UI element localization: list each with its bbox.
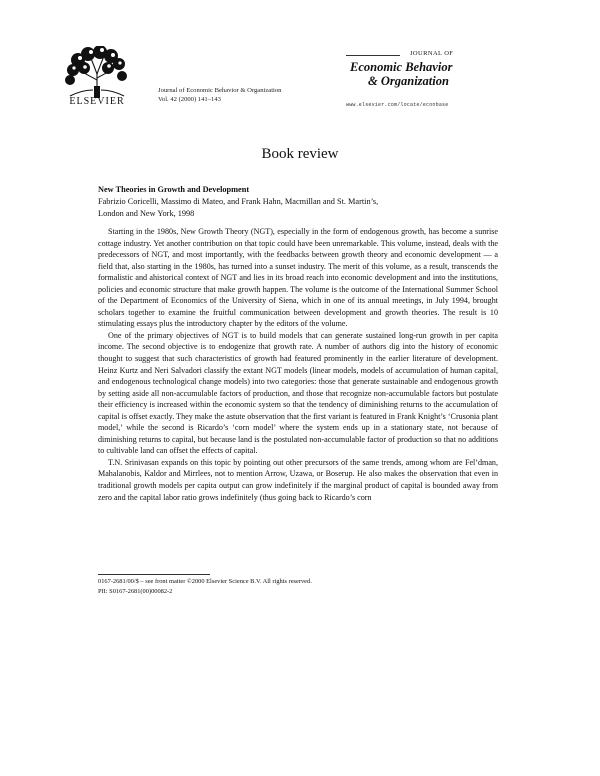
masthead-url: www.elsevier.com/locate/econbase xyxy=(346,102,449,108)
book-title: New Theories in Growth and Development xyxy=(98,185,250,194)
journal-name: Journal of Economic Behavior & Organization xyxy=(158,87,282,94)
book-authors-line-2: London and New York, 1998 xyxy=(98,209,195,218)
elsevier-wordmark: ELSEVIER xyxy=(69,96,125,107)
journal-citation xyxy=(158,86,348,104)
page-title: Book review xyxy=(261,146,339,162)
pii-line: PII: S0167-2681(00)00082-2 xyxy=(98,588,173,595)
copyright-line: 0167-2681/00/$ – see front matter ©2000 Elsevier Science B.V. All rights reserved. xyxy=(98,578,312,585)
masthead-rule xyxy=(346,55,400,56)
masthead-line-2: Economic Behavior xyxy=(350,60,453,74)
paragraph: One of the primary objectives of NGT is to build models that can generate sustained long-run growth in per capita income. The second objective is to endogenize that growth rate. A number of authors dig into the history of economic thought to suggest that such characteristics of growth had featured prominently in the earlier literature of development. Heinz Kurtz and Neri Salvadori classify the extant NGT models (linear models, models of accumulation of human capital, and endogenous technological change models) into two categories: those that generate sustainable and endogenous growth by setting aside all non-accumulable factors of production, and those that recognize non-accumulable factors but postulate their efficiency is increased within the economic system so that the tendency of diminishing returns to the accumulation of capital is offset exactly. They make the astute observation that the first variant is featured in Frank Knight’s ‘Crusonia plant model,’ while the second is Ricardo’s ‘corn model’ where the system ends up in a stationary state, not because of diminishing returns to capital, but because land is the postulated non-accumulable factor of production so that no additions to cultivable land can offset the effects of capital. xyxy=(98,330,498,456)
footer-rule xyxy=(98,574,210,575)
paragraph: Starting in the 1980s, New Growth Theory (NGT), especially in the form of endogenous growth, has become a sunrise cottage industry. Yet another contribution on that topic could have been unremarkable. This volume, instead, deals with the predecessors of NGT, and most importantly, with the feedbacks between growth theory and economic development — a field that, also starting in the 1980s, has turned into a sunset industry. The merit of this volume, as a result, transcends the formalistic and ahistorical context of NGT and lies in its broad reach into economic development and into the institutions, policies and economic structure that make growth happen. The volume is the outcome of the International Summer School of the Department of Economics of the University of Siena, which in one of its annual meetings, in July 1994, brought scholars together to examine the fruitful communication between development and growth theories. The result is 10 stimulating essays plus the introductory chapter by the editors of the volume. xyxy=(98,227,498,329)
footer xyxy=(98,577,498,597)
paragraph: T.N. Srinivasan expands on this topic by pointing out other precursors of the same trends, among whom are Fel’dman, Mahalanobis, Kaldor and Mirrlees, not to mention Arrow, Uzawa, or Boserup. He also makes the observation that even in traditional growth models per capita output can grow indefinitely if the marginal product of capital is bounded away from zero and the capital labor ratio grows indefinitely (thus going back to Ricardo’s corn xyxy=(98,457,498,502)
masthead-line-3: & Organization xyxy=(368,74,449,88)
review-body xyxy=(98,226,498,503)
book-citation xyxy=(98,184,498,220)
masthead-line-1: JOURNAL OF xyxy=(410,50,454,57)
book-authors-line-1: Fabrizio Coricelli, Massimo di Mateo, and Frank Hahn, Macmillan and St. Martin’s, xyxy=(98,197,379,206)
journal-volume: Vol. 42 (2000) 141–143 xyxy=(158,96,221,103)
